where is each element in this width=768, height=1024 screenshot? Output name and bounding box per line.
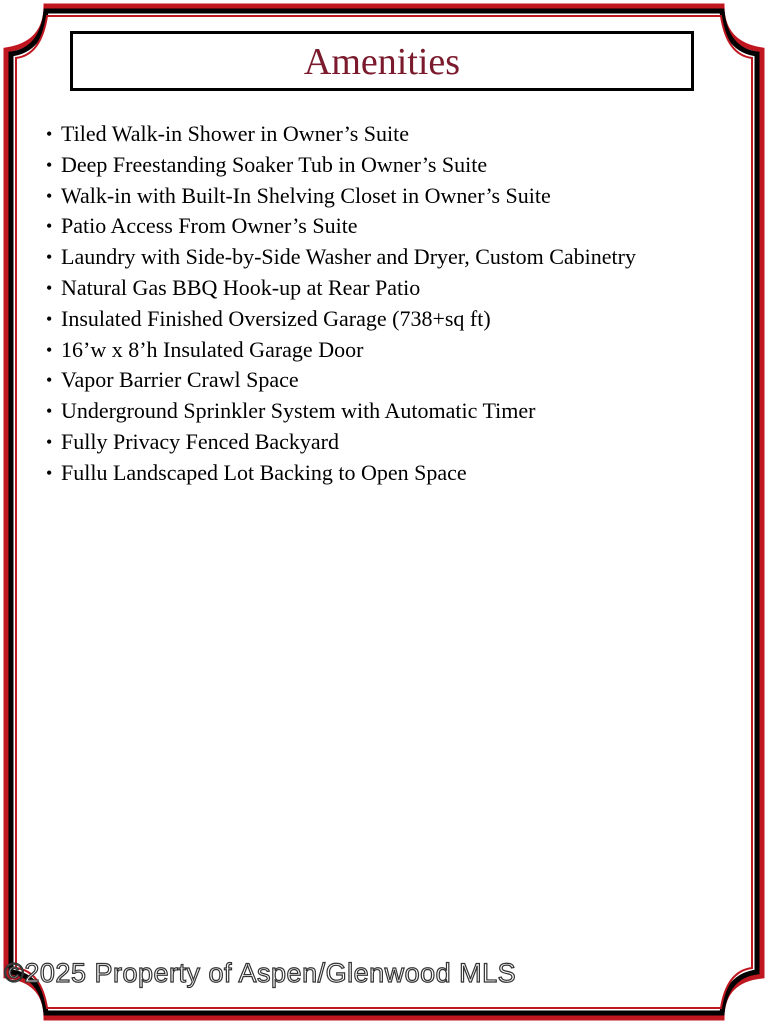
- bullet-icon: •: [46, 154, 53, 175]
- bullet-icon: •: [46, 124, 53, 144]
- amenity-item: [46, 427, 636, 458]
- amenity-text: Fully Privacy Fenced Backyard: [61, 428, 339, 454]
- bullet-icon: •: [46, 216, 53, 237]
- bullet-icon: •: [46, 308, 53, 329]
- amenity-item: [46, 365, 636, 396]
- amenity-item: [46, 181, 636, 212]
- amenity-text: Underground Sprinkler System with Automatic Timer: [61, 398, 536, 424]
- amenity-item: [46, 119, 636, 150]
- amenity-item: [46, 150, 636, 181]
- amenity-text: Walk-in with Built-In Shelving Closet in Owner’s Suite: [61, 182, 551, 208]
- amenity-text: Laundry with Side-by-Side Washer and Dryer, Custom Cabinetry: [61, 244, 636, 270]
- title-box: [70, 31, 694, 91]
- amenity-item: [46, 396, 636, 427]
- bullet-icon: •: [46, 431, 53, 452]
- amenity-item: [46, 273, 636, 304]
- bullet-icon: •: [46, 370, 53, 391]
- amenity-item: [46, 242, 636, 273]
- amenity-text: Patio Access From Owner’s Suite: [61, 213, 358, 239]
- bullet-icon: •: [46, 462, 53, 483]
- amenity-item: [46, 211, 636, 242]
- amenity-item: [46, 335, 636, 366]
- bullet-icon: •: [46, 247, 53, 268]
- amenity-text: Fullu Landscaped Lot Backing to Open Space: [61, 459, 467, 485]
- amenity-text: Tiled Walk-in Shower in Owner’s Suite: [61, 121, 409, 146]
- amenity-item: [46, 458, 636, 489]
- bullet-icon: •: [46, 401, 53, 422]
- amenity-text: Vapor Barrier Crawl Space: [61, 367, 299, 393]
- amenities-list: [46, 119, 636, 489]
- bullet-icon: •: [46, 339, 53, 360]
- page-title: Amenities: [303, 41, 461, 83]
- amenity-text: Deep Freestanding Soaker Tub in Owner’s Suite: [61, 151, 488, 177]
- copyright-watermark: ©2025 Property of Aspen/Glenwood MLS: [4, 958, 517, 988]
- amenity-item: [46, 304, 636, 335]
- amenity-text: 16’w x 8’h Insulated Garage Door: [61, 336, 364, 362]
- amenity-text: Insulated Finished Oversized Garage (738+sq ft): [61, 305, 491, 331]
- bullet-icon: •: [46, 185, 53, 206]
- amenity-text: Natural Gas BBQ Hook-up at Rear Patio: [61, 274, 421, 300]
- bullet-icon: •: [46, 277, 53, 298]
